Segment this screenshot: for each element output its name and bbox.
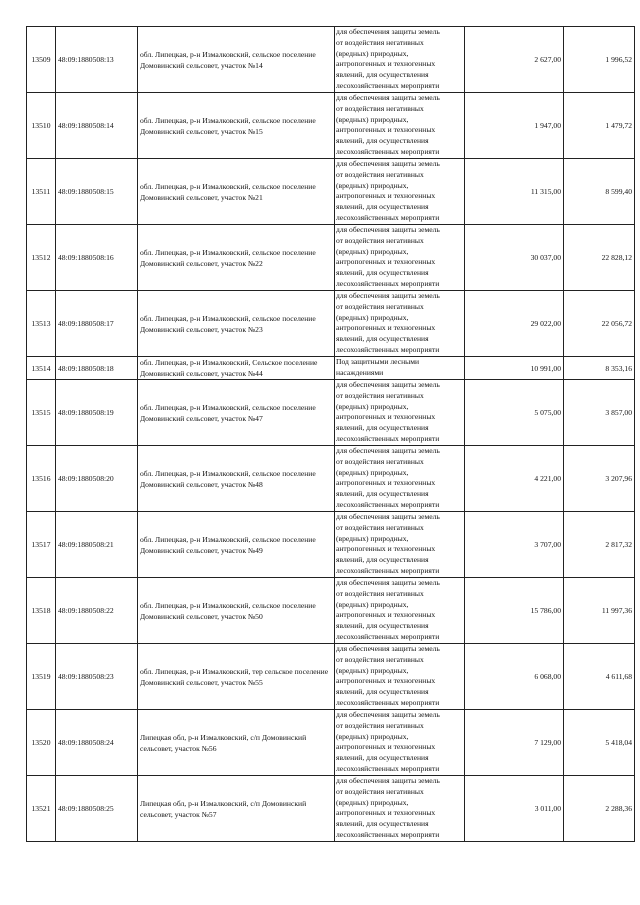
table-row (27, 512, 635, 578)
purpose-line: явлений, для осуществления (336, 70, 429, 80)
record-number-cell: 13511 (27, 159, 56, 225)
purpose-line: (вредных) природных, (336, 401, 409, 411)
record-number-cell: 13515 (27, 380, 56, 446)
record-number-cell: 13512 (27, 225, 56, 291)
record-number-cell: 13513 (27, 291, 56, 357)
purpose-line: антропогенных и техногенных (336, 544, 436, 554)
purpose-line: антропогенных и техногенных (336, 676, 436, 686)
purpose-line: для обеспечения защиты земель (336, 512, 440, 521)
cadastral-number-cell: 48:09:1880508:13 (56, 27, 138, 93)
purpose-cell (335, 291, 465, 357)
table-row (27, 380, 635, 446)
purpose-line: антропогенных и техногенных (336, 125, 436, 135)
purpose-line: для обеспечения защиты земель (336, 644, 440, 653)
record-number-cell: 13510 (27, 93, 56, 159)
purpose-line: от воздействия негативных (336, 235, 424, 245)
purpose-line: лесохозяйственных мероприяти (336, 344, 440, 354)
purpose-cell (335, 578, 465, 644)
purpose-line: явлений, для осуществления (336, 555, 429, 565)
cadastral-value-cell: 8 353,16 (564, 357, 635, 380)
area-cell: 3 011,00 (465, 776, 564, 842)
area-cell: 30 037,00 (465, 225, 564, 291)
purpose-line: явлений, для осуществления (336, 136, 429, 146)
purpose-line: антропогенных и техногенных (336, 257, 436, 267)
purpose-line: (вредных) природных, (336, 533, 409, 543)
cadastral-number-cell: 48:09:1880508:17 (56, 291, 138, 357)
purpose-line: лесохозяйственных мероприяти (336, 278, 440, 288)
cadastral-value-cell: 3 207,96 (564, 446, 635, 512)
purpose-cell (335, 446, 465, 512)
cadastral-number-cell: 48:09:1880508:24 (56, 710, 138, 776)
purpose-line: явлений, для осуществления (336, 687, 429, 697)
land-plot-table (26, 26, 635, 842)
cadastral-value-cell: 2 817,32 (564, 512, 635, 578)
address-cell: обл. Липецкая, р-н Измалковский, сельское поселение Домовинский сельсовет, участок №23 (138, 291, 335, 357)
purpose-line: (вредных) природных, (336, 246, 409, 256)
cadastral-value-cell: 8 599,40 (564, 159, 635, 225)
purpose-line: от воздействия негативных (336, 456, 424, 466)
address-cell: обл. Липецкая, р-н Измалковский, сельское поселение Домовинский сельсовет, участок №47 (138, 380, 335, 446)
purpose-cell (335, 357, 465, 380)
purpose-line: для обеспечения защиты земель (336, 159, 440, 168)
cadastral-value-cell: 2 288,36 (564, 776, 635, 842)
record-number-cell: 13514 (27, 357, 56, 380)
purpose-line: лесохозяйственных мероприяти (336, 829, 440, 839)
cadastral-number-cell: 48:09:1880508:20 (56, 446, 138, 512)
purpose-cell (335, 710, 465, 776)
cadastral-number-cell: 48:09:1880508:25 (56, 776, 138, 842)
address-cell: обл. Липецкая, р-н Измалковский, сельское поселение Домовинский сельсовет, участок №48 (138, 446, 335, 512)
table-row (27, 93, 635, 159)
purpose-cell (335, 27, 465, 93)
purpose-line: антропогенных и техногенных (336, 323, 436, 333)
purpose-cell (335, 225, 465, 291)
purpose-cell (335, 380, 465, 446)
purpose-line: антропогенных и техногенных (336, 478, 436, 488)
purpose-line: от воздействия негативных (336, 37, 424, 47)
table-row (27, 291, 635, 357)
address-cell: обл. Липецкая, р-н Измалковский, сельское поселение Домовинский сельсовет, участок №14 (138, 27, 335, 93)
purpose-line: от воздействия негативных (336, 103, 424, 113)
purpose-line: для обеспечения защиты земель (336, 776, 440, 785)
cadastral-value-cell: 5 418,04 (564, 710, 635, 776)
table-row (27, 776, 635, 842)
record-number-cell: 13520 (27, 710, 56, 776)
table-row (27, 446, 635, 512)
cadastral-value-cell: 22 828,12 (564, 225, 635, 291)
table-body (27, 27, 635, 842)
purpose-line: от воздействия негативных (336, 390, 424, 400)
purpose-line: явлений, для осуществления (336, 621, 429, 631)
cadastral-number-cell: 48:09:1880508:21 (56, 512, 138, 578)
purpose-line: (вредных) природных, (336, 114, 409, 124)
purpose-line: от воздействия негативных (336, 720, 424, 730)
purpose-line: (вредных) природных, (336, 797, 409, 807)
purpose-line: лесохозяйственных мероприяти (336, 697, 440, 707)
purpose-line: (вредных) природных, (336, 48, 409, 58)
purpose-line: (вредных) природных, (336, 467, 409, 477)
purpose-cell (335, 512, 465, 578)
table-row (27, 159, 635, 225)
purpose-cell (335, 159, 465, 225)
area-cell: 10 991,00 (465, 357, 564, 380)
cadastral-number-cell: 48:09:1880508:14 (56, 93, 138, 159)
purpose-line: от воздействия негативных (336, 654, 424, 664)
purpose-line: лесохозяйственных мероприяти (336, 80, 440, 90)
area-cell: 11 315,00 (465, 159, 564, 225)
area-cell: 3 707,00 (465, 512, 564, 578)
purpose-line: для обеспечения защиты земель (336, 27, 440, 36)
area-cell: 4 221,00 (465, 446, 564, 512)
purpose-line: насаждениями (336, 367, 384, 377)
table-row (27, 644, 635, 710)
purpose-line: для обеспечения защиты земель (336, 578, 440, 587)
purpose-line: Под защитными лесными (336, 357, 420, 366)
record-number-cell: 13509 (27, 27, 56, 93)
address-cell: обл. Липецкая, р-н Измалковский, сельское поселение Домовинский сельсовет, участок №49 (138, 512, 335, 578)
address-cell: Липецкая обл, р-н Измалковский, с/п Домовинский сельсовет, участок №57 (138, 776, 335, 842)
area-cell: 5 075,00 (465, 380, 564, 446)
purpose-line: явлений, для осуществления (336, 489, 429, 499)
purpose-cell (335, 776, 465, 842)
purpose-line: антропогенных и техногенных (336, 742, 436, 752)
record-number-cell: 13517 (27, 512, 56, 578)
cadastral-value-cell: 3 857,00 (564, 380, 635, 446)
record-number-cell: 13516 (27, 446, 56, 512)
table-row (27, 357, 635, 380)
purpose-line: лесохозяйственных мероприяти (336, 763, 440, 773)
cadastral-value-cell: 1 996,52 (564, 27, 635, 93)
purpose-line: от воздействия негативных (336, 522, 424, 532)
purpose-line: от воздействия негативных (336, 588, 424, 598)
table-row (27, 27, 635, 93)
cadastral-value-cell: 4 611,68 (564, 644, 635, 710)
purpose-line: (вредных) природных, (336, 599, 409, 609)
purpose-line: явлений, для осуществления (336, 753, 429, 763)
purpose-line: антропогенных и техногенных (336, 412, 436, 422)
area-cell: 29 022,00 (465, 291, 564, 357)
purpose-line: (вредных) природных, (336, 312, 409, 322)
purpose-line: (вредных) природных, (336, 180, 409, 190)
area-cell: 6 068,00 (465, 644, 564, 710)
area-cell: 15 786,00 (465, 578, 564, 644)
purpose-line: антропогенных и техногенных (336, 59, 436, 69)
purpose-line: явлений, для осуществления (336, 268, 429, 278)
cadastral-number-cell: 48:09:1880508:16 (56, 225, 138, 291)
address-cell: обл. Липецкая, р-н Измалковский, тер сельское поселение Домовинский сельсовет, участок №55 (138, 644, 335, 710)
purpose-line: от воздействия негативных (336, 301, 424, 311)
purpose-line: явлений, для осуществления (336, 423, 429, 433)
purpose-line: явлений, для осуществления (336, 202, 429, 212)
table-row (27, 578, 635, 644)
table-row (27, 225, 635, 291)
address-cell: Липецкая обл, р-н Измалковский, с/п Домовинский сельсовет, участок №56 (138, 710, 335, 776)
table-row (27, 710, 635, 776)
purpose-line: явлений, для осуществления (336, 334, 429, 344)
purpose-line: лесохозяйственных мероприяти (336, 146, 440, 156)
purpose-line: (вредных) природных, (336, 731, 409, 741)
cadastral-number-cell: 48:09:1880508:22 (56, 578, 138, 644)
address-cell: обл. Липецкая, р-н Измалковский, сельское поселение Домовинский сельсовет, участок №21 (138, 159, 335, 225)
purpose-line: антропогенных и техногенных (336, 808, 436, 818)
purpose-line: антропогенных и техногенных (336, 610, 436, 620)
purpose-line: для обеспечения защиты земель (336, 380, 440, 389)
area-cell: 2 627,00 (465, 27, 564, 93)
address-cell: обл. Липецкая, р-н Измалковский, сельское поселение Домовинский сельсовет, участок №50 (138, 578, 335, 644)
purpose-line: для обеспечения защиты земель (336, 93, 440, 102)
purpose-cell (335, 93, 465, 159)
cadastral-value-cell: 22 056,72 (564, 291, 635, 357)
purpose-line: антропогенных и техногенных (336, 191, 436, 201)
purpose-line: лесохозяйственных мероприяти (336, 499, 440, 509)
purpose-line: для обеспечения защиты земель (336, 291, 440, 300)
address-cell: обл. Липецкая, р-н Измалковский, Сельское поселение Домовинский сельсовет, участок №44 (138, 357, 335, 380)
address-cell: обл. Липецкая, р-н Измалковский, сельское поселение Домовинский сельсовет, участок №15 (138, 93, 335, 159)
record-number-cell: 13518 (27, 578, 56, 644)
purpose-line: от воздействия негативных (336, 169, 424, 179)
purpose-line: явлений, для осуществления (336, 819, 429, 829)
purpose-line: лесохозяйственных мероприяти (336, 565, 440, 575)
purpose-line: лесохозяйственных мероприяти (336, 433, 440, 443)
purpose-line: для обеспечения защиты земель (336, 446, 440, 455)
record-number-cell: 13521 (27, 776, 56, 842)
record-number-cell: 13519 (27, 644, 56, 710)
area-cell: 1 947,00 (465, 93, 564, 159)
cadastral-value-cell: 11 997,36 (564, 578, 635, 644)
cadastral-number-cell: 48:09:1880508:19 (56, 380, 138, 446)
purpose-line: лесохозяйственных мероприяти (336, 631, 440, 641)
purpose-cell (335, 644, 465, 710)
cadastral-number-cell: 48:09:1880508:15 (56, 159, 138, 225)
purpose-line: лесохозяйственных мероприяти (336, 212, 440, 222)
cadastral-number-cell: 48:09:1880508:18 (56, 357, 138, 380)
address-cell: обл. Липецкая, р-н Измалковский, сельское поселение Домовинский сельсовет, участок №22 (138, 225, 335, 291)
purpose-line: для обеспечения защиты земель (336, 225, 440, 234)
purpose-line: (вредных) природных, (336, 665, 409, 675)
cadastral-number-cell: 48:09:1880508:23 (56, 644, 138, 710)
purpose-line: для обеспечения защиты земель (336, 710, 440, 719)
area-cell: 7 129,00 (465, 710, 564, 776)
purpose-line: от воздействия негативных (336, 786, 424, 796)
cadastral-value-cell: 1 479,72 (564, 93, 635, 159)
